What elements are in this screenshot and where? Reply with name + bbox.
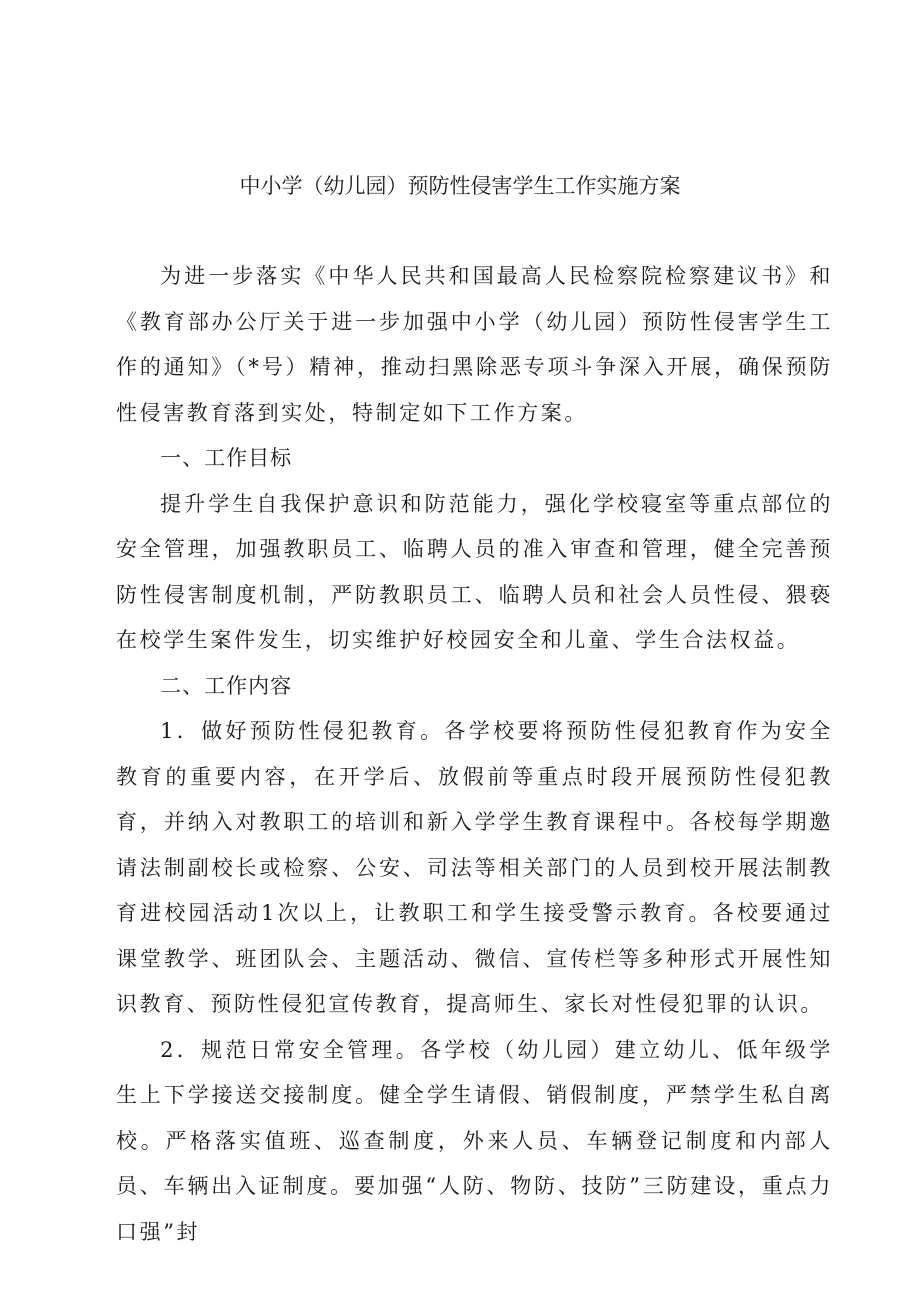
content-item-1: 1．做好预防性侵犯教育。各学校要将预防性侵犯教育作为安全教育的重要内容，在开学后、放假前等重点时段开展预防性侵犯教育，并纳入对教职工的培训和新入学学生教育课程中。各校每学期邀请法制副校长或检察、公安、司法等相关部门的人员到校开展法制教育进校园活动1次以上，让教职工和学生接受警示教育。各校要通过课堂教学、班团队会、主题活动、微信、宣传栏等多种形式开展性知识教育、预防性侵犯宣传教育，提高师生、家长对性侵犯罪的认识。 xyxy=(116,719,833,1016)
document-body xyxy=(116,254,833,1255)
goals-paragraph: 提升学生自我保护意识和防范能力，强化学校寝室等重点部位的安全管理，加强教职员工、临聘人员的准入审查和管理，健全完善预防性侵害制度机制，严防教职员工、临聘人员和社会人员性侵、猥亵在校学生案件发生，切实维护好校园安全和儿童、学生合法权益。 xyxy=(116,491,833,652)
document-title: 中小学（幼儿园）预防性侵害学生工作实施方案 xyxy=(239,174,681,198)
intro-paragraph: 为进一步落实《中华人民共和国最高人民检察院检察建议书》和《教育部办公厅关于进一步加强中小学（幼儿园）预防性侵害学生工作的通知》（*号）精神，推动扫黑除恶专项斗争深入开展，确保预防性侵害教育落到实处，特制定如下工作方案。 xyxy=(116,264,833,425)
content-item-2: 2．规范日常安全管理。各学校（幼儿园）建立幼儿、低年级学生上下学接送交接制度。健全学生请假、销假制度，严禁学生私自离校。严格落实值班、巡查制度，外来人员、车辆登记制度和内部人员、车辆出入证制度。要加强“人防、物防、技防”三防建设，重点力口强”封 xyxy=(116,1037,833,1244)
section-heading-goals: 一、工作目标 xyxy=(160,446,293,470)
section-heading-content: 二、工作内容 xyxy=(160,673,293,698)
